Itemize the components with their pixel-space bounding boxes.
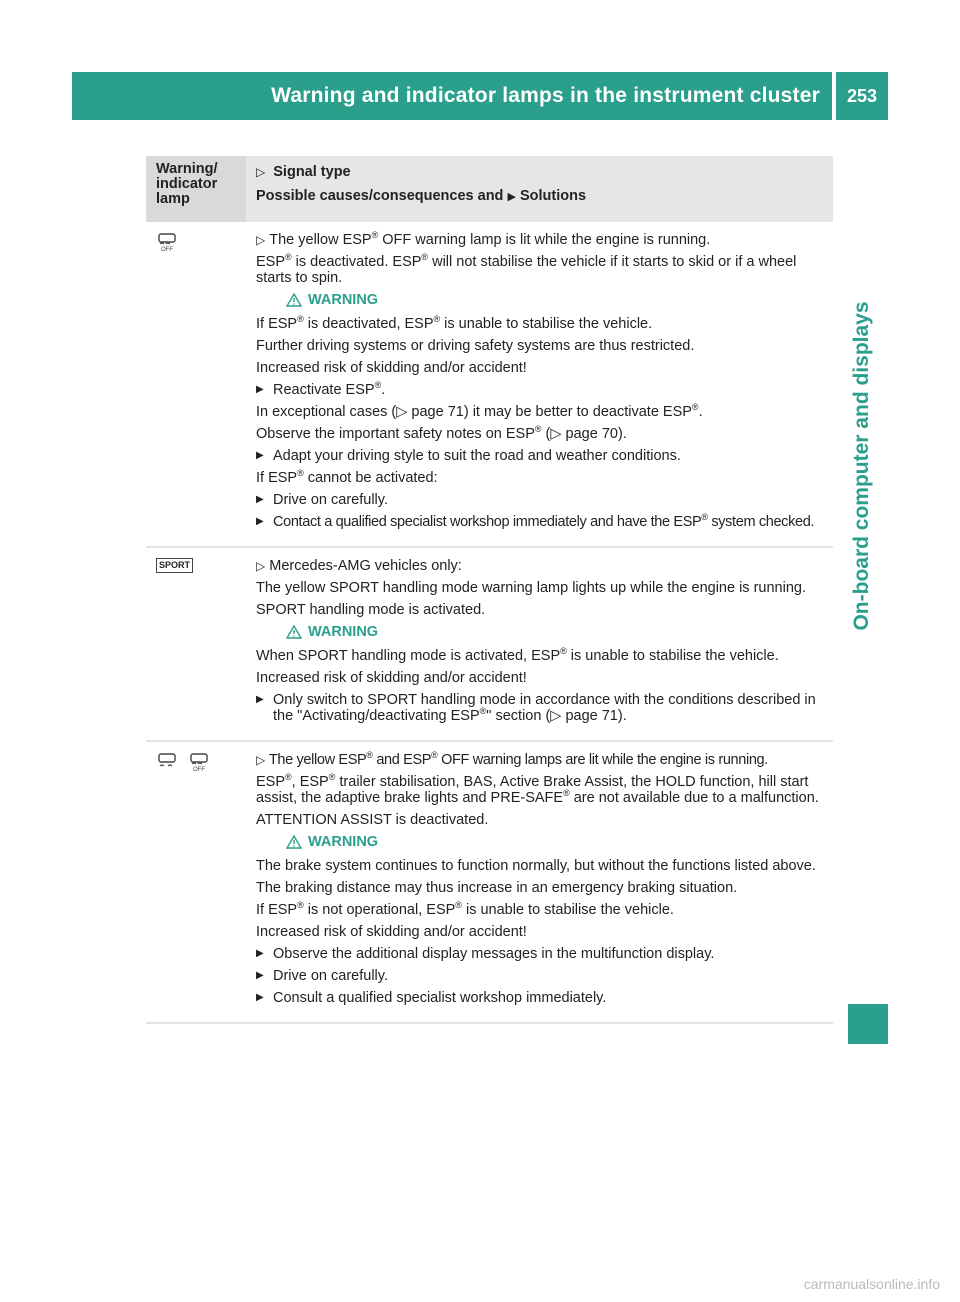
triangle-right-icon: ▶ bbox=[256, 450, 264, 461]
warning-triangle-icon bbox=[286, 835, 302, 849]
triangle-right-icon: ▶ bbox=[256, 992, 264, 1003]
warning-triangle-icon bbox=[286, 625, 302, 639]
sport-lamp-label: SPORT bbox=[159, 560, 191, 570]
table-row bbox=[146, 548, 833, 742]
warning-label: WARNING bbox=[308, 834, 379, 850]
description-cell bbox=[246, 222, 833, 546]
page-number: 253 bbox=[836, 72, 888, 120]
action-item bbox=[256, 448, 827, 464]
signal-text: The yellow ESP® and ESP® OFF warning lamps are lit while the engine is running. bbox=[268, 750, 768, 768]
esp-off-lamp-icon bbox=[156, 232, 178, 257]
table-header bbox=[146, 156, 833, 222]
ring-arrow-icon: ▷ bbox=[256, 753, 265, 767]
cause-text: The yellow SPORT handling mode warning lamp lights up while the engine is running. bbox=[256, 580, 806, 596]
warning-text: When SPORT handling mode is activated, ESP® is unable to stabilise the vehicle. bbox=[256, 646, 779, 664]
action-text: Consult a qualified specialist workshop immediately. bbox=[273, 990, 607, 1006]
action-text: Drive on carefully. bbox=[273, 968, 388, 984]
action-note: In exceptional cases (▷ page 71) it may be better to deactivate ESP®. bbox=[256, 402, 703, 420]
warning-text: If ESP® is not operational, ESP® is unable to stabilise the vehicle. bbox=[256, 900, 674, 918]
lamp-cell bbox=[146, 548, 246, 740]
table-row bbox=[146, 222, 833, 548]
lamp-cell bbox=[146, 742, 246, 1022]
chapter-marker bbox=[848, 1004, 888, 1044]
esp-lamp-icon bbox=[156, 752, 178, 777]
action-text: Observe the additional display messages in the multifunction display. bbox=[273, 946, 715, 962]
action-text: Adapt your driving style to suit the road and weather conditions. bbox=[273, 448, 681, 464]
warning-text: Increased risk of skidding and/or accident! bbox=[256, 670, 527, 686]
signal-text: The yellow ESP® OFF warning lamp is lit while the engine is running. bbox=[269, 230, 711, 248]
action-note: Observe the important safety notes on ESP® (▷ page 70). bbox=[256, 424, 627, 442]
svg-text:OFF: OFF bbox=[193, 767, 206, 772]
cause-text: ESP® is deactivated. ESP® will not stabilise the vehicle if it starts to skid or if a wheel starts to spin. bbox=[256, 252, 797, 286]
cause-text: ATTENTION ASSIST is deactivated. bbox=[256, 812, 489, 828]
signal-text: Mercedes-AMG vehicles only: bbox=[269, 558, 462, 574]
action-text: Contact a qualified specialist workshop immediately and have the ESP® system checked. bbox=[273, 512, 815, 530]
signal-type-heading: Signal type bbox=[273, 164, 351, 180]
action-text: Drive on carefully. bbox=[273, 492, 388, 508]
warning-text: Increased risk of skidding and/or accident! bbox=[256, 360, 527, 376]
warning-heading bbox=[286, 834, 827, 850]
column-header-lamp: Warning/ indicator lamp bbox=[146, 156, 246, 222]
triangle-right-icon: ▶ bbox=[256, 384, 264, 395]
action-item bbox=[256, 968, 827, 984]
description-cell bbox=[246, 742, 833, 1022]
action-item bbox=[256, 946, 827, 962]
sport-lamp-icon bbox=[156, 558, 193, 573]
description-cell bbox=[246, 548, 833, 740]
triangle-right-icon: ▶ bbox=[256, 948, 264, 959]
warning-label: WARNING bbox=[308, 292, 379, 308]
svg-text:OFF: OFF bbox=[161, 247, 173, 252]
warning-label: WARNING bbox=[308, 624, 379, 640]
cause-text: ESP®, ESP® trailer stabilisation, BAS, Active Brake Assist, the HOLD function, hill start assist, the adaptive brake lights and PRE-SAFE® are not available due to a malfunction. bbox=[256, 772, 819, 806]
triangle-right-icon: ▶ bbox=[507, 191, 516, 203]
warning-text: The braking distance may thus increase in an emergency braking situation. bbox=[256, 880, 738, 896]
action-text: Only switch to SPORT handling mode in accordance with the conditions described in the "Activating/deactivating ESP®" section (▷ page 71). bbox=[273, 692, 816, 724]
warning-text: Increased risk of skidding and/or accident! bbox=[256, 924, 527, 940]
warning-text: If ESP® is deactivated, ESP® is unable to stabilise the vehicle. bbox=[256, 314, 653, 332]
cause-text: SPORT handling mode is activated. bbox=[256, 602, 486, 618]
action-item bbox=[256, 514, 827, 530]
causes-heading: Possible causes/consequences and bbox=[256, 188, 504, 204]
triangle-right-icon: ▶ bbox=[256, 694, 264, 705]
action-text: Reactivate ESP®. bbox=[273, 380, 386, 398]
ring-arrow-icon: ▷ bbox=[256, 165, 266, 179]
triangle-right-icon: ▶ bbox=[256, 516, 264, 527]
action-item bbox=[256, 492, 827, 508]
warning-text: Further driving systems or driving safety systems are thus restricted. bbox=[256, 338, 695, 354]
action-item bbox=[256, 382, 827, 398]
triangle-right-icon: ▶ bbox=[256, 494, 264, 505]
warning-triangle-icon bbox=[286, 293, 302, 307]
column-header-description bbox=[246, 156, 833, 222]
action-item bbox=[256, 990, 827, 1006]
page-header bbox=[72, 72, 832, 120]
warning-text: The brake system continues to function normally, but without the functions listed above. bbox=[256, 858, 816, 874]
warning-heading bbox=[286, 292, 827, 308]
table-row bbox=[146, 742, 833, 1024]
ring-arrow-icon: ▷ bbox=[256, 233, 266, 247]
warning-heading bbox=[286, 624, 827, 640]
triangle-right-icon: ▶ bbox=[256, 970, 264, 981]
condition-text: If ESP® cannot be activated: bbox=[256, 468, 438, 486]
ring-arrow-icon: ▷ bbox=[256, 559, 266, 573]
page-header-title: Warning and indicator lamps in the instrument cluster bbox=[271, 84, 820, 107]
warning-lamp-table bbox=[146, 156, 833, 1024]
lamp-cell bbox=[146, 222, 246, 546]
chapter-title: On-board computer and displays bbox=[850, 301, 873, 631]
action-item bbox=[256, 692, 827, 724]
esp-off-lamp-icon bbox=[188, 752, 210, 777]
solutions-heading: Solutions bbox=[519, 188, 587, 204]
watermark: carmanualsonline.info bbox=[803, 1276, 940, 1292]
